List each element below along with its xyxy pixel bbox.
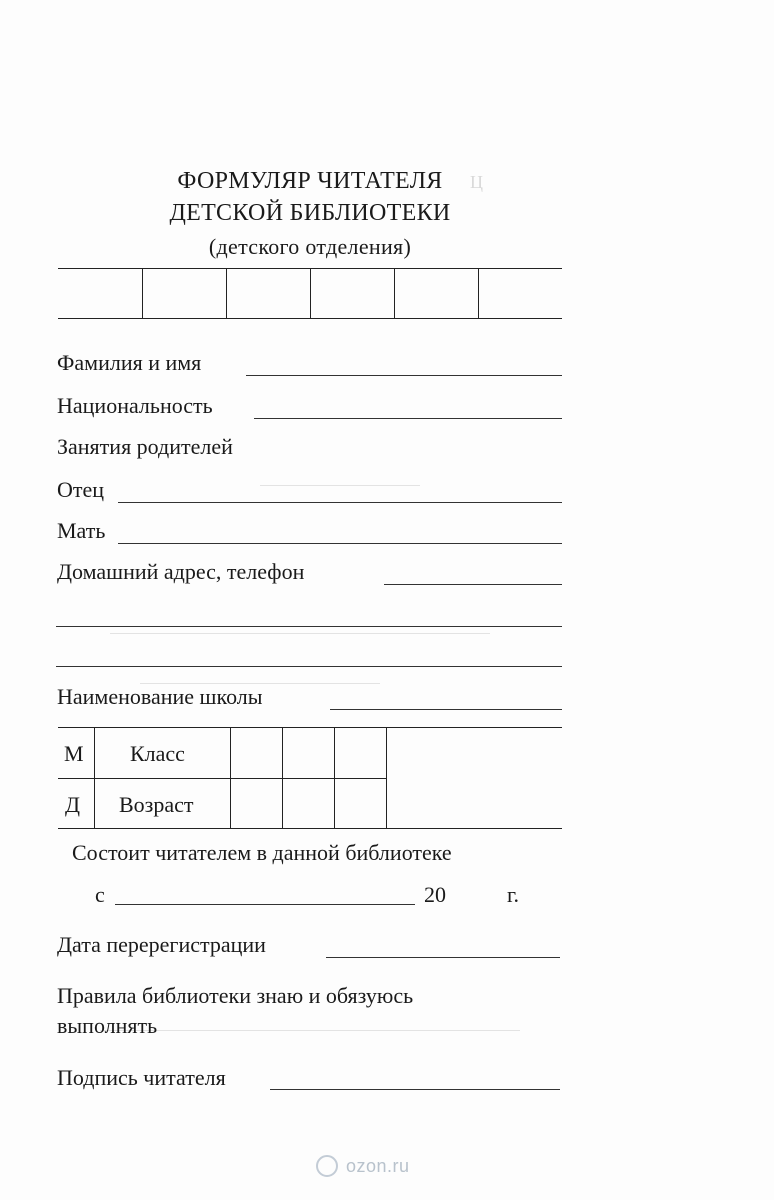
membership-year-suffix: г. [507,882,520,907]
show-through-line [100,1030,520,1031]
grid-divider [142,268,143,319]
grid-divider [310,268,311,319]
form-subtitle: (детского отделения) [208,234,412,259]
form-title-line1: ФОРМУЛЯР ЧИТАТЕЛЯ [177,168,443,194]
name-field-line[interactable] [246,375,562,376]
watermark-text: ozon.ru [346,1156,410,1176]
ozon-logo-icon [316,1155,338,1177]
grid-divider [478,268,479,319]
address-field-line-2[interactable] [56,626,562,627]
membership-since-label: с [95,882,105,907]
age-label: Возраст [119,792,194,817]
form-title-line2: ДЕТСКОЙ БИБЛИОТЕКИ [169,200,451,226]
address-field-line[interactable] [384,584,562,585]
reregistration-field-line[interactable] [326,957,560,958]
school-field-line[interactable] [330,709,562,710]
grid-bottom-line [58,828,562,829]
mother-label: Мать [57,518,106,543]
grid-divider [394,268,395,319]
nationality-label: Национальность [57,393,213,418]
grid-divider [282,727,283,829]
father-label: Отец [57,477,105,502]
address-field-line-3[interactable] [56,666,562,667]
grid-divider [334,727,335,829]
rules-text-line2: выполнять [57,1013,158,1038]
nationality-field-line[interactable] [254,418,562,419]
grid-divider [94,727,95,829]
signature-field-line[interactable] [270,1089,560,1090]
gender-male-letter: М [64,741,84,766]
parents-label: Занятия родителей [57,434,233,459]
grid-top-line [58,727,562,728]
mother-field-line[interactable] [118,543,562,544]
show-through-line [110,633,490,634]
rules-text-line1: Правила библиотеки знаю и обязуюсь [57,983,414,1008]
grid-divider [230,727,231,829]
show-through-line [260,485,420,486]
signature-label: Подпись читателя [57,1065,226,1090]
address-label: Домашний адрес, телефон [57,559,305,584]
school-label: Наименование школы [57,684,263,709]
father-field-line[interactable] [118,502,562,503]
membership-date-line[interactable] [115,904,415,905]
name-label: Фамилия и имя [57,350,202,375]
reregistration-label: Дата перерегистрации [57,932,266,957]
membership-year-prefix: 20 [424,882,446,907]
grid-middle-line [58,778,386,779]
class-label: Класс [130,741,185,766]
grid-divider [386,727,387,829]
show-through-text: Ц [470,172,483,192]
gender-female-letter: Д [65,792,81,817]
show-through-text [262,470,267,491]
grid-divider [226,268,227,319]
membership-text: Состоит читателем в данной библиотеке [72,840,452,865]
